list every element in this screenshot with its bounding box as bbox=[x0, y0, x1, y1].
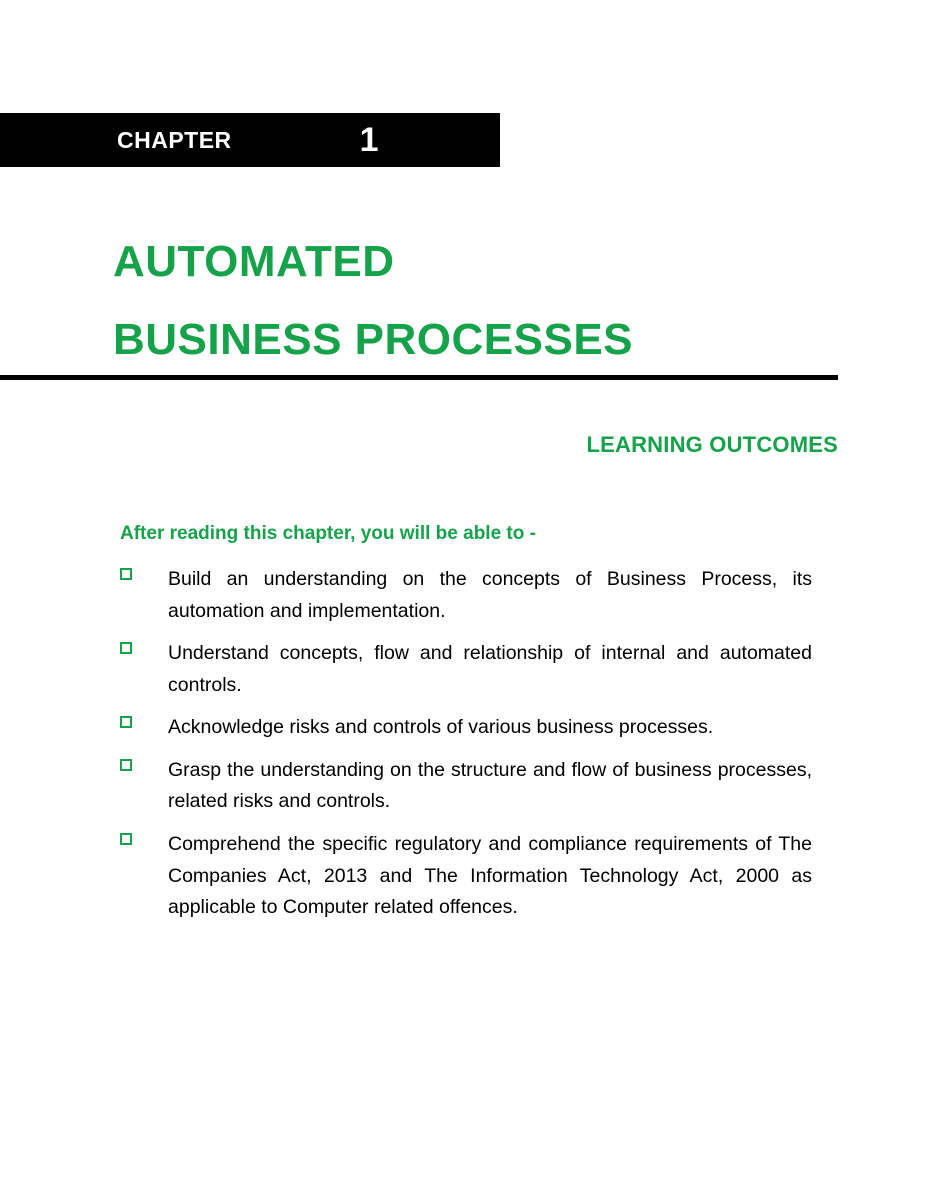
list-item bbox=[120, 829, 812, 924]
list-item bbox=[120, 564, 812, 627]
checkbox-square-icon bbox=[120, 712, 168, 731]
list-item-text: Comprehend the specific regulatory and compliance requirements of The Companies Act, 2013 and The Information Technology Act, 2000 as applicable to Computer related offences. bbox=[168, 833, 812, 919]
chapter-banner bbox=[0, 113, 500, 167]
list-item bbox=[120, 712, 812, 744]
learning-outcomes-list bbox=[120, 564, 812, 935]
title-line-1: AUTOMATED bbox=[113, 237, 395, 286]
title-divider bbox=[0, 375, 838, 380]
chapter-label: CHAPTER bbox=[117, 126, 232, 153]
learning-outcomes-heading: LEARNING OUTCOMES bbox=[586, 432, 838, 457]
checkbox-square-icon bbox=[120, 829, 168, 848]
list-item bbox=[120, 638, 812, 701]
list-item-text: Acknowledge risks and controls of various business processes. bbox=[168, 716, 714, 739]
list-item bbox=[120, 755, 812, 818]
chapter-number: 1 bbox=[359, 121, 379, 159]
title-line-2: BUSINESS PROCESSES bbox=[113, 315, 634, 364]
learning-outcomes-intro: After reading this chapter, you will be able to - bbox=[120, 523, 536, 544]
list-item-text: Build an understanding on the concepts of Business Process, its automation and implementation. bbox=[168, 568, 812, 622]
checkbox-square-icon bbox=[120, 564, 168, 583]
list-item-text: Understand concepts, flow and relationship of internal and automated controls. bbox=[168, 642, 812, 696]
checkbox-square-icon bbox=[120, 755, 168, 774]
checkbox-square-icon bbox=[120, 638, 168, 657]
list-item-text: Grasp the understanding on the structure and flow of business processes, related risks and controls. bbox=[168, 758, 812, 813]
page-title bbox=[0, 237, 930, 364]
